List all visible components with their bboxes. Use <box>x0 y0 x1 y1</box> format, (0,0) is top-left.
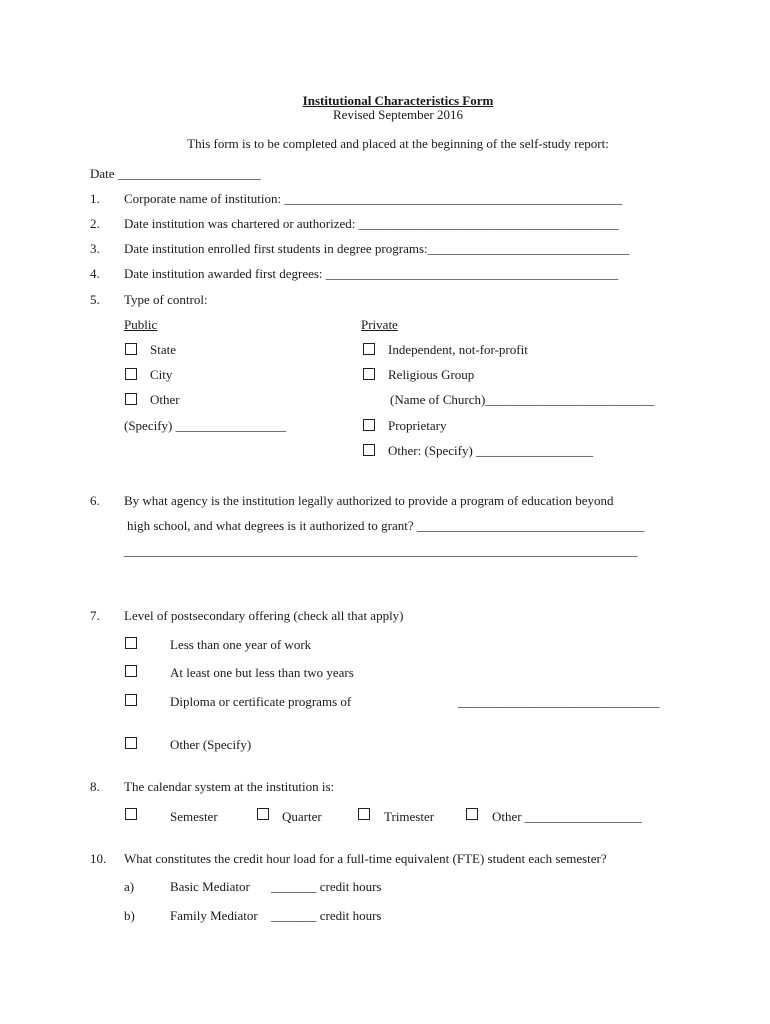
date-field[interactable]: Date ______________________ <box>90 166 261 181</box>
q7-number: 7. <box>90 608 100 623</box>
church-name-field[interactable]: (Name of Church)__________________________ <box>390 392 655 407</box>
one-to-two-years-label: At least one but less than two years <box>170 665 354 680</box>
less-than-one-year-label: Less than one year of work <box>170 637 312 652</box>
basic-mediator-label: Basic Mediator <box>170 879 250 894</box>
other-public-label: Other <box>150 392 180 407</box>
q2-chartered-date-field[interactable]: Date institution was chartered or authorized: ________________________________________ <box>124 216 619 231</box>
q2-number: 2. <box>90 216 100 231</box>
one-to-two-years-checkbox[interactable] <box>125 665 137 677</box>
q8-label: The calendar system at the institution is: <box>124 779 335 794</box>
q6-continuation-line[interactable]: _______________________________________________________________________________ <box>124 543 638 558</box>
q4-number: 4. <box>90 266 100 281</box>
form-title: Institutional Characteristics Form <box>302 93 494 108</box>
private-heading: Private <box>361 317 398 332</box>
other-public-checkbox[interactable] <box>125 393 137 405</box>
proprietary-checkbox[interactable] <box>363 419 375 431</box>
other-calendar-checkbox[interactable] <box>466 808 478 820</box>
q6-authorization-field[interactable]: high school, and what degrees is it authorized to grant? ___________________________________ <box>127 518 645 533</box>
q3-enrolled-date-field[interactable]: Date institution enrolled first students in degree programs:_______________________________ <box>124 241 630 256</box>
q7-label: Level of postsecondary offering (check all that apply) <box>124 608 404 623</box>
q6-number: 6. <box>90 493 100 508</box>
trimester-checkbox[interactable] <box>358 808 370 820</box>
public-specify-field[interactable]: (Specify) _________________ <box>124 418 287 433</box>
quarter-label: Quarter <box>282 809 322 824</box>
q5-label: Type of control: <box>124 292 208 307</box>
revised-date: Revised September 2016 <box>333 107 463 122</box>
other-level-label: Other (Specify) <box>170 737 252 752</box>
independent-label: Independent, not-for-profit <box>388 342 528 357</box>
intro-text: This form is to be completed and placed at the beginning of the self-study report: <box>187 136 609 151</box>
q10-a-label: a) <box>124 879 135 894</box>
q10-number: 10. <box>90 851 107 866</box>
basic-mediator-credit-field[interactable]: _______ credit hours <box>271 879 382 894</box>
other-private-checkbox[interactable] <box>363 444 375 456</box>
q6-question-line1: By what agency is the institution legally authorized to provide a program of education beyond <box>124 493 614 508</box>
religious-group-label: Religious Group <box>388 367 475 382</box>
diploma-label: Diploma or certificate programs of <box>170 694 352 709</box>
state-checkbox[interactable] <box>125 343 137 355</box>
religious-group-checkbox[interactable] <box>363 368 375 380</box>
public-heading: Public <box>124 317 158 332</box>
semester-checkbox[interactable] <box>125 808 137 820</box>
q1-number: 1. <box>90 191 100 206</box>
quarter-checkbox[interactable] <box>257 808 269 820</box>
q4-degrees-date-field[interactable]: Date institution awarded first degrees: _____________________________________________ <box>124 266 619 281</box>
city-checkbox[interactable] <box>125 368 137 380</box>
proprietary-label: Proprietary <box>388 418 447 433</box>
other-level-checkbox[interactable] <box>125 737 137 749</box>
q8-number: 8. <box>90 779 100 794</box>
city-label: City <box>150 367 173 382</box>
q3-number: 3. <box>90 241 100 256</box>
diploma-checkbox[interactable] <box>125 694 137 706</box>
other-private-specify-field[interactable]: Other: (Specify) __________________ <box>388 443 594 458</box>
q10-b-label: b) <box>124 908 135 923</box>
q5-number: 5. <box>90 292 100 307</box>
family-mediator-credit-field[interactable]: _______ credit hours <box>271 908 382 923</box>
independent-checkbox[interactable] <box>363 343 375 355</box>
semester-label: Semester <box>170 809 218 824</box>
q1-corporate-name-field[interactable]: Corporate name of institution: ____________________________________________________ <box>124 191 623 206</box>
less-than-one-year-checkbox[interactable] <box>125 637 137 649</box>
diploma-blank-field[interactable]: _______________________________ <box>458 694 660 709</box>
trimester-label: Trimester <box>384 809 435 824</box>
family-mediator-label: Family Mediator <box>170 908 258 923</box>
state-label: State <box>150 342 176 357</box>
other-calendar-field[interactable]: Other __________________ <box>492 809 642 824</box>
q10-label: What constitutes the credit hour load for a full-time equivalent (FTE) student each semester? <box>124 851 607 866</box>
